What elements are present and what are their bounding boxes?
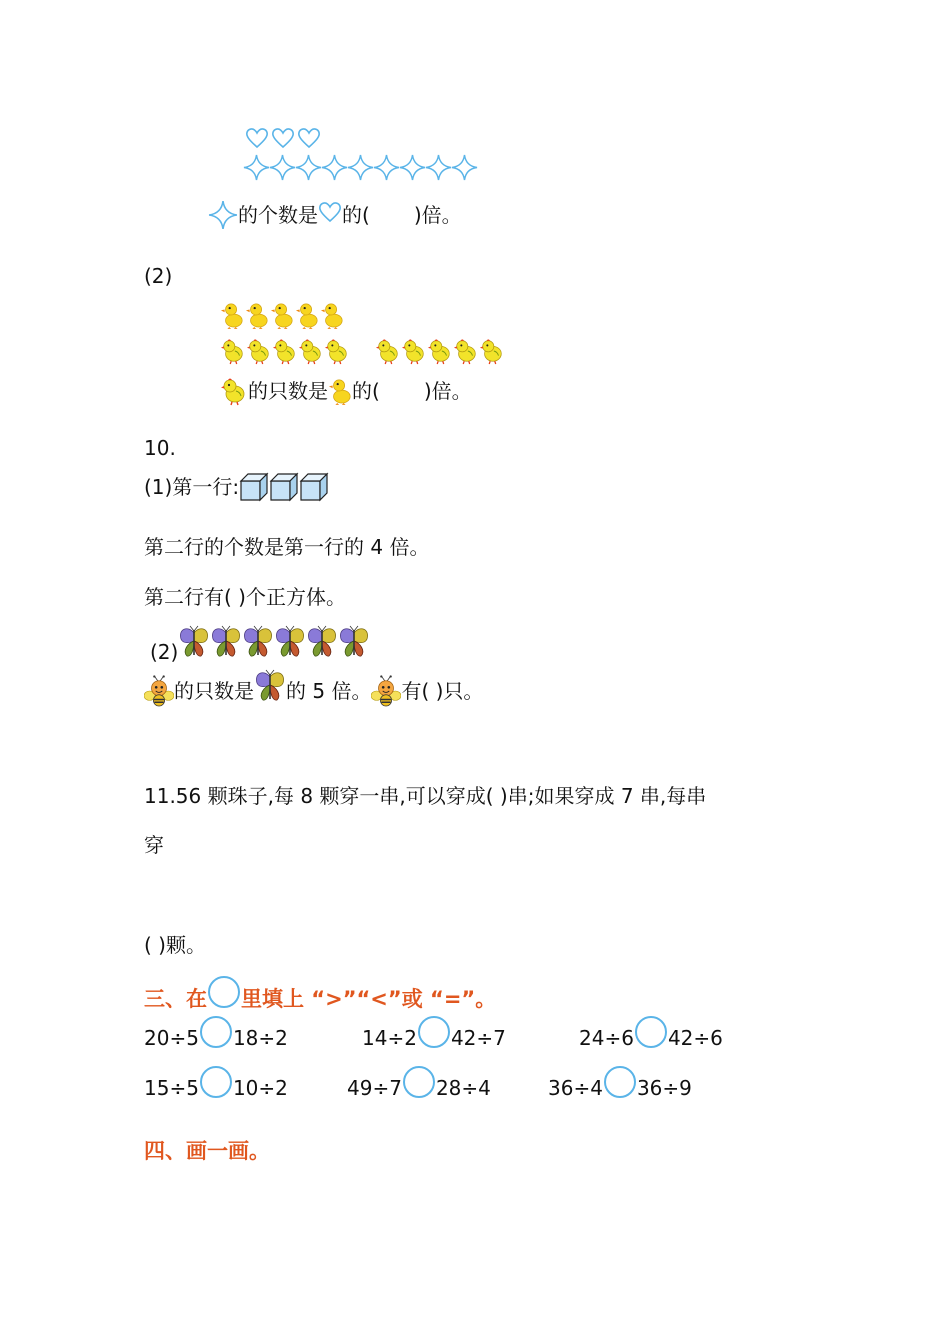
chicks-row [220, 336, 505, 366]
q9-2-text-3: )倍。 [423, 379, 472, 403]
duck-icon [245, 298, 269, 332]
butterfly-icon [242, 623, 274, 661]
q10-1-row [144, 472, 329, 502]
butterflies-row [178, 623, 370, 661]
q9-2-text-1: 的只数是 [248, 379, 328, 403]
cube-icon [299, 472, 329, 502]
butterfly-icon [338, 623, 370, 661]
q10-number: 10. [144, 436, 176, 460]
chick-icon [272, 336, 298, 366]
q10-line-2: 第二行的个数是第一行的 4 倍。 [144, 535, 430, 559]
q9-1-text-1: 的个数是 [238, 203, 318, 227]
q10-2-text-2: 的 5 倍。 [286, 679, 372, 703]
q10-2-text-1: 的只数是 [174, 679, 254, 703]
chick-icon [453, 336, 479, 366]
cubes-row [239, 472, 329, 502]
compare-circle-blank[interactable] [403, 1066, 435, 1098]
star-icon [451, 154, 478, 181]
compare-circle-blank[interactable] [200, 1016, 232, 1048]
compare-item [548, 1072, 692, 1104]
chick-icon [246, 336, 272, 366]
chick-icon [427, 336, 453, 366]
chick-icon [479, 336, 505, 366]
compare-circle-blank[interactable] [200, 1066, 232, 1098]
star-icon [295, 154, 322, 181]
q10-2-text-3: 有( )只。 [401, 679, 484, 703]
heart-icon [297, 127, 321, 149]
section-3-title-b: 里填上 “>”“<”或 “=”。 [241, 987, 497, 1011]
q9-1-text-2: 的( [342, 203, 370, 227]
hearts-row [245, 124, 323, 149]
q9-2-label: (2) [144, 264, 173, 288]
expr-left: 20÷5 [144, 1026, 199, 1050]
compare-circle-blank[interactable] [635, 1016, 667, 1048]
chicks-group-2 [375, 338, 505, 362]
heart-icon [271, 127, 295, 149]
star-icon [373, 154, 400, 181]
expr-right: 42÷7 [450, 1026, 506, 1050]
butterfly-icon [254, 667, 286, 705]
q11-line-2: 穿 [144, 833, 164, 857]
chick-icon [401, 336, 427, 366]
compare-item [362, 1022, 506, 1054]
butterfly-icon [274, 623, 306, 661]
chick-icon [220, 376, 248, 406]
stars-row [243, 154, 477, 181]
compare-row-2 [144, 1072, 844, 1112]
duck-icon [270, 298, 294, 332]
chick-icon [324, 336, 350, 366]
duck-icon [220, 298, 244, 332]
cube-icon [239, 472, 269, 502]
chick-icon [298, 336, 324, 366]
q10-1-label: (1)第一行: [144, 475, 240, 499]
expr-right: 10÷2 [232, 1076, 288, 1100]
butterfly-icon [178, 623, 210, 661]
expr-right: 36÷9 [636, 1076, 692, 1100]
section-3-title-a: 三、在 [144, 987, 207, 1011]
chick-icon [220, 336, 246, 366]
star-icon [208, 200, 238, 230]
butterfly-icon [210, 623, 242, 661]
cube-icon [269, 472, 299, 502]
duck-icon [295, 298, 319, 332]
q11-line-1: 11.56 颗珠子,每 8 颗穿一串,可以穿成( )串;如果穿成 7 串,每串 [144, 784, 707, 808]
q11-line-3: ( )颗。 [144, 933, 206, 957]
q10-2-label: (2) [150, 640, 179, 664]
star-icon [425, 154, 452, 181]
compare-circle-blank[interactable] [418, 1016, 450, 1048]
expr-left: 24÷6 [579, 1026, 634, 1050]
expr-left: 49÷7 [347, 1076, 402, 1100]
compare-item [579, 1022, 723, 1054]
expr-right: 42÷6 [667, 1026, 723, 1050]
star-icon [347, 154, 374, 181]
compare-item [144, 1072, 288, 1104]
q10-line-3: 第二行有( )个正方体。 [144, 585, 346, 609]
heart-icon [318, 201, 342, 223]
star-icon [321, 154, 348, 181]
compare-item [347, 1072, 491, 1104]
bee-icon [144, 672, 174, 710]
q10-2-question [144, 672, 483, 710]
compare-circle-blank[interactable] [604, 1066, 636, 1098]
compare-item [144, 1022, 288, 1054]
compare-row-1 [144, 1022, 844, 1062]
expr-right: 18÷2 [232, 1026, 288, 1050]
butterfly-icon [306, 623, 338, 661]
q9-1-text-3: )倍。 [413, 203, 462, 227]
compare-circle-icon [208, 976, 240, 1008]
chicks-group-1 [220, 338, 350, 362]
chick-icon [375, 336, 401, 366]
ducks-row [220, 298, 345, 332]
section-3-title [144, 982, 496, 1014]
q10-2-row [150, 622, 370, 662]
star-icon [243, 154, 270, 181]
q9-2-question [220, 376, 472, 406]
section-4-title: 四、画一画。 [144, 1139, 270, 1163]
expr-left: 36÷4 [548, 1076, 603, 1100]
star-icon [399, 154, 426, 181]
q9-1-question [208, 200, 462, 230]
expr-left: 15÷5 [144, 1076, 199, 1100]
heart-icon [245, 127, 269, 149]
star-icon [269, 154, 296, 181]
bee-icon [371, 672, 401, 710]
expr-left: 14÷2 [362, 1026, 417, 1050]
duck-icon [320, 298, 344, 332]
expr-right: 28÷4 [435, 1076, 491, 1100]
q9-2-text-2: 的( [352, 379, 380, 403]
duck-icon [328, 376, 352, 406]
